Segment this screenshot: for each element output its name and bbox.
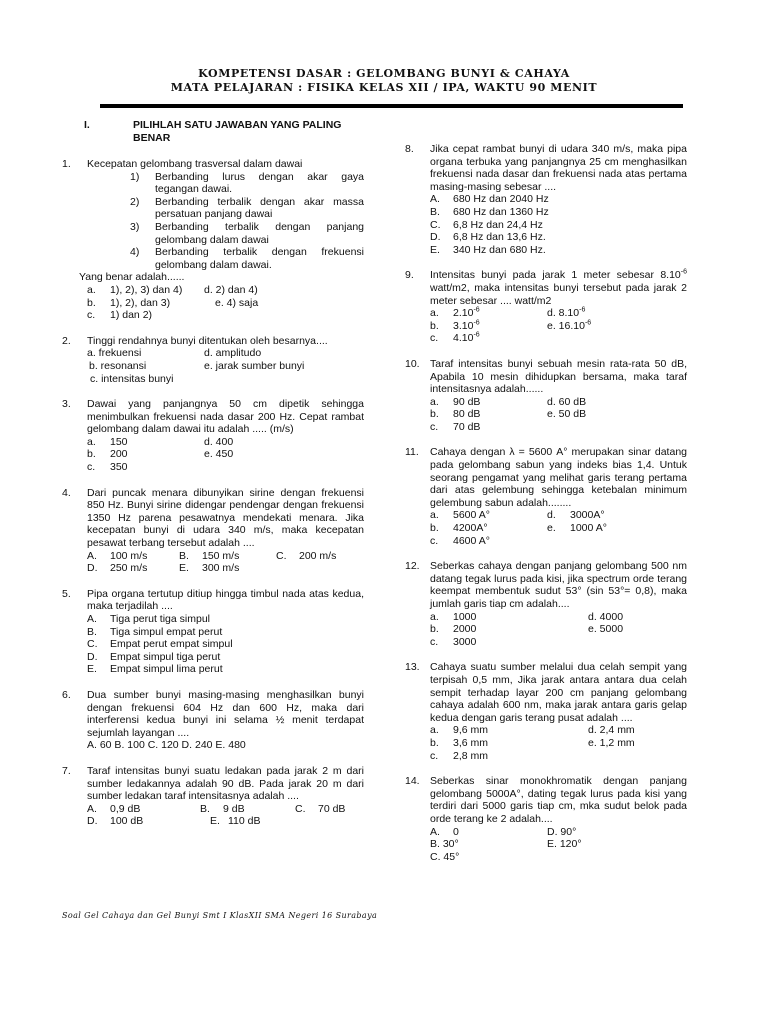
answer-option[interactable] bbox=[430, 535, 547, 548]
statement-text: Berbanding terbalik dengan panjang gelombang dalam dawai bbox=[155, 220, 364, 246]
question-number: 13. bbox=[405, 661, 420, 674]
answer-option[interactable]: d. 60 dB bbox=[547, 395, 587, 408]
answer-option[interactable]: d. 2,4 mm bbox=[588, 724, 635, 737]
answer-option[interactable] bbox=[430, 231, 687, 244]
question-4 bbox=[62, 487, 364, 575]
answer-option[interactable] bbox=[430, 206, 687, 219]
answer-option[interactable] bbox=[179, 562, 276, 575]
option-marker: e. bbox=[547, 522, 556, 535]
question-number: 1. bbox=[62, 158, 71, 170]
question-12 bbox=[405, 560, 687, 648]
statement-item bbox=[130, 221, 364, 246]
answer-option[interactable] bbox=[430, 244, 687, 257]
option-marker: E. bbox=[87, 663, 97, 676]
answer-option[interactable] bbox=[430, 320, 547, 333]
section-heading bbox=[62, 117, 364, 147]
option-exponent: -6 bbox=[473, 331, 480, 339]
option-text: 0 bbox=[453, 825, 459, 838]
option-text: 6,8 Hz dan 24,4 Hz bbox=[453, 218, 543, 231]
question-number: 9. bbox=[405, 269, 414, 282]
option-text: 3,6 mm bbox=[453, 736, 489, 749]
option-text: 6,8 Hz dan 13,6 Hz. bbox=[453, 231, 546, 244]
answer-option[interactable]: c. intensitas bunyi bbox=[90, 372, 174, 385]
answer-option[interactable] bbox=[547, 509, 687, 522]
option-marker: a. bbox=[87, 283, 96, 296]
answer-option[interactable] bbox=[87, 297, 204, 310]
answer-option[interactable]: b. resonansi bbox=[89, 359, 147, 372]
answer-option[interactable]: E. 120° bbox=[547, 838, 582, 851]
answer-option[interactable] bbox=[430, 611, 588, 624]
question-5 bbox=[62, 588, 364, 676]
statement-text: Berbanding lurus dengan akar gaya tegangan dawai. bbox=[155, 170, 364, 196]
left-column bbox=[62, 117, 364, 841]
question-8 bbox=[405, 143, 687, 256]
header-competency: KOMPETENSI DASAR : GELOMBANG BUNYI & CAHAYA bbox=[198, 67, 570, 80]
answer-option[interactable] bbox=[430, 219, 687, 232]
option-marker: b. bbox=[430, 623, 439, 636]
option-marker: a. bbox=[430, 610, 439, 623]
answer-option[interactable] bbox=[87, 815, 200, 828]
option-marker: E. bbox=[210, 815, 220, 828]
option-text: 2.10 bbox=[453, 307, 474, 320]
option-marker: a. bbox=[430, 395, 439, 408]
question-10 bbox=[405, 358, 687, 434]
answer-option[interactable] bbox=[87, 638, 364, 651]
question-2 bbox=[62, 335, 364, 385]
question-number: 12. bbox=[405, 560, 420, 573]
option-marker: a. bbox=[87, 435, 96, 448]
question-stem: Dua sumber bunyi masing-masing menghasilkan bunyi dengan frekuensi 604 Hz dan 600 Hz, maka dari interferensi kedua bunyi ini selama ½ menit terdapat sejumlah layangan .... bbox=[87, 688, 364, 739]
option-text: 350 bbox=[110, 461, 128, 474]
header-subject: MATA PELAJARAN : FISIKA KELAS XII / IPA, WAKTU 90 MENIT bbox=[170, 81, 598, 94]
option-marker: A. bbox=[87, 549, 97, 562]
answer-option[interactable] bbox=[87, 550, 179, 563]
option-text: 9,6 mm bbox=[453, 724, 489, 737]
option-marker: B. bbox=[179, 549, 189, 562]
question-number: 2. bbox=[62, 334, 71, 347]
option-text: 2,8 mm bbox=[453, 749, 489, 762]
option-text: Empat simpul lima perut bbox=[110, 663, 223, 676]
answer-option[interactable] bbox=[87, 436, 204, 449]
answer-option[interactable] bbox=[87, 663, 364, 676]
option-text: 1) dan 2) bbox=[110, 309, 153, 322]
answer-option[interactable] bbox=[430, 408, 547, 421]
question-stem: Taraf intensitas bunyi sebuah mesin rata-rata 50 dB, Apabila 10 mesin dihidupkan bersama, maka taraf intensitasnya adalah...... bbox=[430, 357, 687, 396]
answer-option[interactable]: d. 400 bbox=[204, 435, 234, 448]
option-text: Tiga perut tiga simpul bbox=[110, 613, 210, 625]
option-text: 200 bbox=[110, 448, 128, 461]
page-footer: Soal Gel Cahaya dan Gel Bunyi Smt I KlasXII SMA Negeri 16 Surabaya bbox=[62, 911, 378, 920]
answer-option[interactable]: a. frekuensi bbox=[87, 347, 142, 360]
option-text: 90 dB bbox=[453, 395, 481, 408]
option-text: 100 dB bbox=[110, 815, 144, 828]
answer-option[interactable] bbox=[200, 815, 295, 828]
question-3 bbox=[62, 398, 364, 474]
option-marker: b. bbox=[430, 736, 439, 749]
question-7 bbox=[62, 765, 364, 828]
question-number: 3. bbox=[62, 398, 71, 411]
option-marker: a. bbox=[430, 724, 439, 737]
option-text: 4600 A° bbox=[453, 534, 490, 547]
option-marker: E. bbox=[430, 243, 440, 256]
statement-item bbox=[130, 246, 364, 271]
answer-option[interactable] bbox=[430, 396, 547, 409]
question-number: 5. bbox=[62, 587, 71, 600]
answer-options bbox=[87, 550, 364, 575]
statement-marker: 3) bbox=[130, 220, 140, 233]
question-9 bbox=[405, 269, 687, 345]
answer-option[interactable] bbox=[179, 550, 276, 563]
question-number: 10. bbox=[405, 357, 420, 370]
question-stem: Seberkas sinar monokhromatik dengan panjang gelombang 5000A°, dating tegak lurus pada kisi yang terdiri dari 5000 garis tiap cm, mka sudut belok pada orde terang ke 2 adalah.... bbox=[430, 775, 687, 825]
question-number: 11. bbox=[405, 446, 419, 459]
question-stem: Kecepatan gelombang trasversal dalam dawai bbox=[87, 158, 303, 170]
stem-text: watt/m2, maka intensitas bunyi tersebut pada jarak 2 meter sebesar .... watt/m2 bbox=[430, 281, 687, 307]
answer-options bbox=[430, 724, 687, 762]
answer-option[interactable] bbox=[87, 803, 200, 816]
answer-option[interactable]: e. 50 dB bbox=[547, 408, 587, 421]
option-marker: c. bbox=[430, 332, 439, 345]
question-stem: Dari puncak menara dibunyikan sirine dengan frekuensi 850 Hz. Bunyi sirine didengar pendengar dengan frekuensi 1350 Hz parena pesawatnya mendekati menara. Jika kecepatan bunyi di udara 340 m/s, maka kecepatan pesawat terbang tersebut adalah .... bbox=[87, 486, 364, 550]
statement-text: Berbanding terbalik dengan frekuensi gelombang dalam dawai. bbox=[155, 246, 364, 271]
answer-option[interactable] bbox=[430, 509, 547, 522]
answer-option[interactable] bbox=[430, 421, 547, 434]
option-text: 3000 bbox=[453, 635, 477, 648]
answer-option[interactable] bbox=[200, 803, 295, 816]
option-text: Tiga simpul empat perut bbox=[110, 625, 223, 638]
question-stem: Taraf intensitas bunyi suatu ledakan pada jarak 2 m dari sumber ledakannya adalah 90 dB. Pada jarak 20 m dari sumber ledakan taraf intensitasnya adalah .... bbox=[87, 764, 364, 803]
answer-option[interactable] bbox=[547, 320, 687, 333]
answer-option[interactable]: D. 90° bbox=[547, 825, 577, 838]
option-marker: C. bbox=[430, 218, 441, 231]
statement-text: Berbanding terbalik dengan akar massa persatuan panjang dawai bbox=[155, 195, 364, 221]
option-exponent: -6 bbox=[473, 306, 480, 314]
section-title: PILIHLAH SATU JAWABAN YANG PALING BENAR bbox=[133, 119, 342, 144]
option-text: 1000 bbox=[453, 610, 477, 623]
answer-options bbox=[87, 803, 364, 828]
option-text: 300 m/s bbox=[202, 562, 240, 575]
option-text: e. 16.10 bbox=[547, 319, 585, 332]
option-marker: b. bbox=[87, 296, 96, 309]
question-stem: Tinggi rendahnya bunyi ditentukan oleh besarnya.... bbox=[87, 334, 328, 347]
option-marker: D. bbox=[87, 562, 98, 575]
answer-option[interactable]: e. 5000 bbox=[588, 623, 624, 636]
answer-option[interactable] bbox=[430, 737, 588, 750]
question-stem: Cahaya dengan λ = 5600 A° merupakan sinar datang pada gelombang sabun yang indeks bias 1,4. Untuk seorang pengamat yang melihat garis terang pertama dari atas gelembung sehingga ketebalan minimum gelembung sabun adalah........ bbox=[430, 446, 687, 509]
answer-option[interactable] bbox=[295, 803, 364, 816]
option-marker: c. bbox=[430, 635, 439, 648]
option-marker: b. bbox=[430, 522, 439, 535]
question-stem: Jika cepat rambat bunyi di udara 340 m/s, maka pipa organa terbuka yang panjangnya 25 cm menghasilkan frekuensi nada dasar dan frekuensi nada atas pertama masing-masing sebesar .... bbox=[430, 143, 687, 193]
question-stem: Seberkas cahaya dengan panjang gelombang 500 nm datang tegak lurus pada kisi, jika spectrum orde terang keempat membentuk sudut 53° (sin 53°= 0,8), maka jumlah garis tiap cm adalah.... bbox=[430, 560, 687, 610]
answer-options bbox=[430, 193, 687, 256]
answer-option[interactable] bbox=[547, 522, 687, 535]
option-marker: c. bbox=[430, 420, 439, 433]
answer-option[interactable] bbox=[87, 613, 364, 626]
answer-options bbox=[87, 613, 364, 676]
option-text: d. 8.10 bbox=[547, 307, 580, 320]
option-text: 110 dB bbox=[228, 815, 261, 828]
answer-option[interactable] bbox=[430, 307, 547, 320]
option-marker: d. bbox=[547, 509, 556, 522]
question-number: 6. bbox=[62, 688, 71, 701]
option-marker: A. bbox=[87, 613, 97, 625]
option-marker: b. bbox=[430, 408, 439, 421]
option-exponent: -6 bbox=[579, 306, 586, 314]
statement-list bbox=[130, 171, 364, 272]
option-text: 70 dB bbox=[453, 420, 481, 433]
question-number: 7. bbox=[62, 764, 71, 777]
answer-option[interactable] bbox=[430, 724, 588, 737]
option-text: 150 bbox=[110, 435, 128, 448]
option-marker: b. bbox=[87, 448, 96, 461]
option-text: 1), 2), 3) dan 4) bbox=[110, 283, 183, 296]
answer-option[interactable] bbox=[87, 626, 364, 639]
answer-option[interactable] bbox=[87, 651, 364, 664]
answer-option[interactable] bbox=[87, 562, 179, 575]
option-text: 680 Hz dan 1360 Hz bbox=[453, 205, 549, 218]
answer-option[interactable] bbox=[276, 550, 364, 563]
question-stem: Dawai yang panjangnya 50 cm dipetik sehingga menimbulkan frekuensi nada dasar 200 Hz. Cepat rambat gelombang dalam dawai itu adalah ..... (m/s) bbox=[87, 398, 364, 436]
option-marker: D. bbox=[430, 231, 441, 244]
option-marker: a. bbox=[430, 307, 439, 320]
answer-options bbox=[430, 307, 687, 345]
option-text: 2000 bbox=[453, 623, 477, 636]
option-marker: c. bbox=[87, 461, 96, 474]
question-stem: Cahaya suatu sumber melalui dua celah sempit yang terpisah 0,5 mm, Jika jarak antara antara dua celah sempit terhadap layar 200 cm panjang gelombang cahaya adalah 600 nm, maka jarak antara garis gelap kedua dengan garis terang pusat adalah .... bbox=[430, 661, 687, 724]
option-text: 150 m/s bbox=[202, 549, 240, 562]
question-11 bbox=[405, 446, 687, 547]
option-marker: c. bbox=[430, 534, 439, 547]
section-number: I. bbox=[84, 119, 90, 131]
option-text: 3.10 bbox=[453, 319, 474, 332]
answer-option[interactable]: e. 1,2 mm bbox=[588, 736, 635, 749]
option-marker: E. bbox=[179, 562, 189, 575]
statement-marker: 2) bbox=[130, 195, 140, 208]
answer-options bbox=[430, 826, 687, 864]
question-6 bbox=[62, 689, 364, 752]
answer-option[interactable] bbox=[87, 448, 204, 461]
right-column bbox=[405, 143, 687, 876]
question-number: 8. bbox=[405, 143, 414, 155]
answer-option[interactable] bbox=[430, 193, 687, 206]
option-text: 0,9 dB bbox=[110, 802, 141, 815]
question-stem bbox=[430, 269, 687, 307]
stem-text: Intensitas bunyi pada jarak 1 meter sebesar 8.10 bbox=[430, 269, 681, 282]
answer-option[interactable] bbox=[430, 332, 547, 345]
statement-item bbox=[130, 171, 364, 196]
option-text: 5600 A° bbox=[453, 509, 490, 522]
option-marker: a. bbox=[430, 509, 439, 522]
header-divider bbox=[100, 104, 683, 108]
answer-option[interactable]: e. 4) saja bbox=[215, 296, 259, 309]
option-marker: C. bbox=[295, 802, 306, 815]
answer-option[interactable]: e. 450 bbox=[204, 448, 234, 461]
question-prompt: Yang benar adalah...... bbox=[79, 271, 185, 284]
answer-options bbox=[87, 436, 364, 474]
option-marker: D. bbox=[87, 650, 98, 663]
option-text: 680 Hz dan 2040 Hz bbox=[453, 193, 549, 206]
option-exponent: -6 bbox=[584, 319, 592, 327]
option-marker: b. bbox=[430, 319, 439, 332]
answer-options bbox=[87, 284, 364, 322]
stem-exponent: -6 bbox=[680, 268, 687, 276]
answer-option[interactable] bbox=[430, 522, 547, 535]
answer-option[interactable] bbox=[87, 309, 204, 322]
answer-option[interactable] bbox=[430, 623, 588, 636]
option-marker: B. bbox=[430, 205, 440, 218]
question-number: 14. bbox=[405, 775, 420, 788]
option-text: 250 m/s bbox=[110, 562, 148, 575]
option-marker: c. bbox=[87, 309, 96, 322]
question-14 bbox=[405, 775, 687, 863]
answer-options bbox=[430, 611, 687, 649]
option-text: 1), 2), dan 3) bbox=[110, 296, 171, 309]
answer-options-line[interactable]: A. 60 B. 100 C. 120 D. 240 E. 480 bbox=[87, 739, 246, 752]
answer-option[interactable]: C. 45° bbox=[430, 850, 460, 863]
option-text: Empat simpul tiga perut bbox=[110, 650, 221, 663]
option-text: 80 dB bbox=[453, 408, 481, 421]
statement-item bbox=[130, 196, 364, 221]
answer-option[interactable]: d. 4000 bbox=[588, 610, 624, 623]
option-marker: A. bbox=[430, 193, 440, 206]
option-text: Empat perut empat simpul bbox=[110, 638, 233, 651]
option-marker: A. bbox=[430, 825, 440, 838]
statement-marker: 4) bbox=[130, 246, 140, 259]
option-marker: c. bbox=[430, 749, 439, 762]
answer-option[interactable] bbox=[87, 284, 204, 297]
answer-option[interactable] bbox=[430, 826, 547, 839]
answer-option[interactable] bbox=[87, 461, 204, 474]
option-text: 1000 A° bbox=[570, 522, 607, 535]
option-marker: C. bbox=[276, 549, 287, 562]
option-text: 4.10 bbox=[453, 332, 474, 345]
option-marker: D. bbox=[87, 815, 98, 828]
answer-option[interactable]: d. 2) dan 4) bbox=[204, 283, 258, 296]
statement-marker: 1) bbox=[130, 170, 140, 183]
option-text: 340 Hz dan 680 Hz. bbox=[453, 243, 546, 256]
answer-option[interactable]: e. jarak sumber bunyi bbox=[204, 359, 305, 372]
question-13 bbox=[405, 661, 687, 762]
option-text: 3000A° bbox=[570, 509, 605, 522]
option-marker: A. bbox=[87, 802, 97, 815]
question-1 bbox=[62, 158, 364, 322]
question-number: 4. bbox=[62, 486, 71, 499]
question-stem: Pipa organa tertutup ditiup hingga timbul nada atas kedua, maka terjadilah .... bbox=[87, 587, 364, 613]
answer-option[interactable]: B. 30° bbox=[430, 838, 459, 851]
option-text: 100 m/s bbox=[110, 549, 148, 562]
answer-options bbox=[430, 396, 687, 434]
option-text: 4200A° bbox=[453, 522, 488, 535]
answer-option[interactable] bbox=[430, 636, 588, 649]
option-exponent: -6 bbox=[473, 319, 480, 327]
option-marker: B. bbox=[87, 625, 97, 638]
answer-options bbox=[87, 347, 364, 385]
option-marker: B. bbox=[200, 802, 210, 815]
answer-option[interactable]: d. amplitudo bbox=[204, 347, 262, 360]
option-marker: C. bbox=[87, 638, 98, 651]
answer-option[interactable] bbox=[547, 307, 687, 320]
option-text: 9 dB bbox=[223, 802, 245, 815]
option-text: 70 dB bbox=[318, 802, 346, 815]
answer-option[interactable] bbox=[430, 750, 588, 763]
option-text: 200 m/s bbox=[299, 549, 337, 562]
answer-options bbox=[430, 509, 687, 547]
